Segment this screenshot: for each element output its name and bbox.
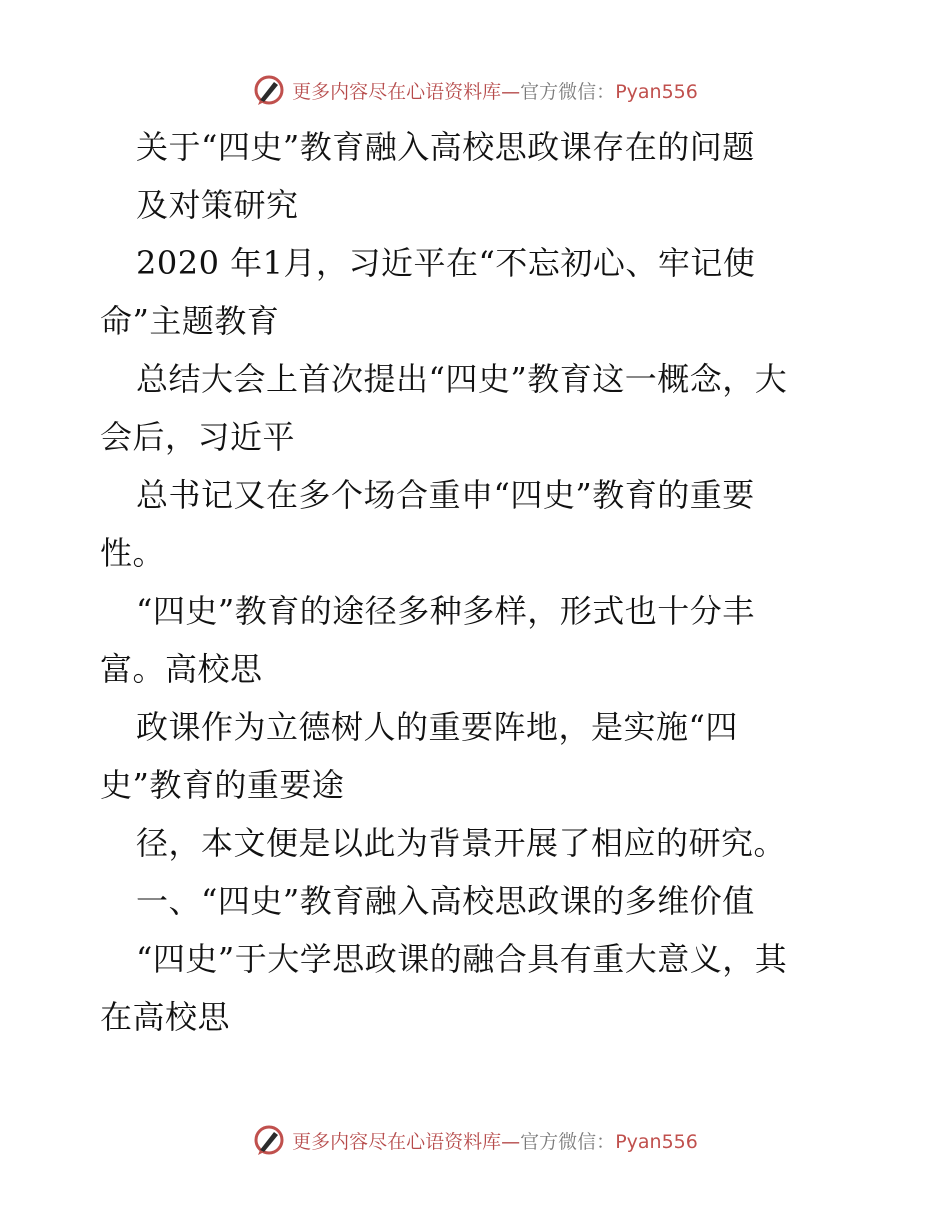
banner-dash: — [501,1130,521,1153]
body-line: 富。高校思 [100,650,263,688]
banner-wechat-label: 官方微信： [520,1130,616,1153]
banner-dash: — [501,80,521,103]
section-heading: 一、“四史”教育融入高校思政课的多维价值 [136,882,755,920]
banner-text [292,1127,698,1154]
footer-banner [0,1120,950,1160]
body-line: 政课作为立德树人的重要阵地，是实施“四 [136,708,738,746]
body-line: “四史”教育的途径多种多样，形式也十分丰 [136,592,755,630]
body-line: 总书记又在多个场合重申“四史”教育的重要 [136,476,755,514]
body-line: 命”主题教育 [100,302,280,340]
body-line: 总结大会上首次提出“四史”教育这一概念，大 [136,360,788,398]
pen-logo-icon [252,1123,286,1157]
document-title-line-2: 及对策研究 [136,186,299,224]
banner-wechat-label: 官方微信： [520,80,616,103]
banner-brand: 更多内容尽在心语资料库 [292,1130,502,1153]
body-line: 径，本文便是以此为背景开展了相应的研究。 [136,824,787,862]
body-line: 2020 年1月，习近平在“不忘初心、牢记使 [136,244,756,282]
pen-logo-icon [252,73,286,107]
banner-brand: 更多内容尽在心语资料库 [292,80,502,103]
body-line: 会后，习近平 [100,418,296,456]
body-line: “四史”于大学思政课的融合具有重大意义，其 [136,940,788,978]
body-line: 在高校思 [100,998,231,1036]
body-line: 性。 [100,534,166,572]
banner-text [292,77,698,104]
banner-wechat-id: Pyan556 [615,1130,698,1153]
document-title-line-1: 关于“四史”教育融入高校思政课存在的问题 [136,128,755,166]
header-banner [0,70,950,110]
body-line: 史”教育的重要途 [100,766,345,804]
banner-wechat-id: Pyan556 [615,80,698,103]
